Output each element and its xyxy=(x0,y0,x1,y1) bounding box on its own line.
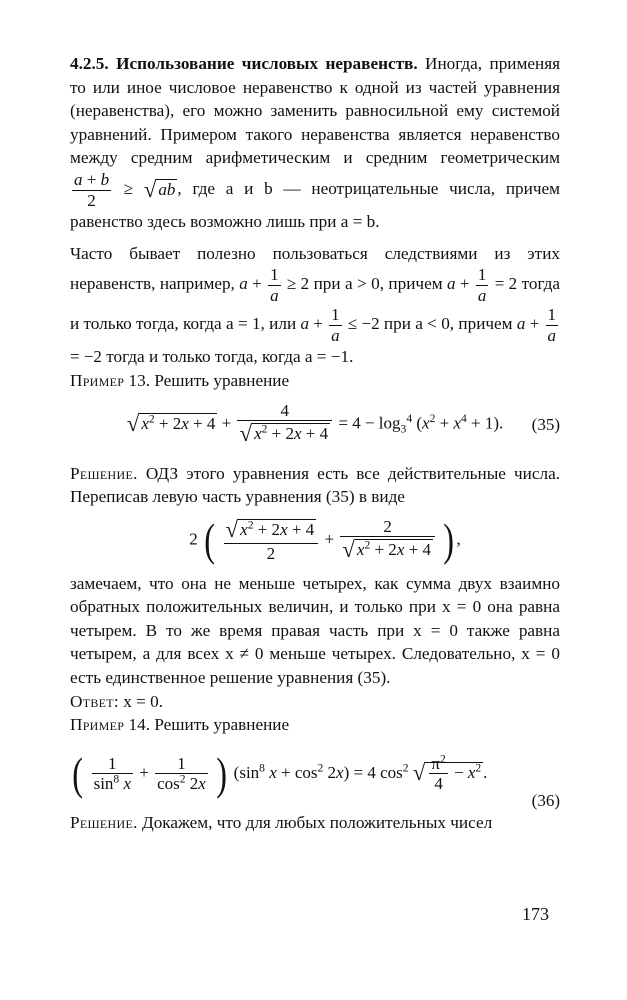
section-paragraph-2 xyxy=(70,242,560,369)
example14-solution xyxy=(70,811,560,835)
eq-number-35: (35) xyxy=(531,414,560,434)
para2-a: Часто бывает полезно пользоваться следствиями из этих неравенств, например, xyxy=(70,243,560,294)
example13-reasoning: замечаем, что она не меньше четырех, как сумма двух взаимно обратных положительных величин, и только при x = 0 она равна четырем. В то же время правая часть при x = 0 также равна четырем, а для всех x ≠ 0 меньше четырех. Следовательно, x = 0 есть единственное решение уравнения (35). xyxy=(70,573,560,688)
solution14-label: Решение. xyxy=(70,812,138,832)
eq-a-plus-inv-2: a + $\frac{1}{a}$ = 2 xyxy=(447,265,518,305)
rewritten-left-side: 2 ( $\frac{√ x^2 + 2x + 4}{2}$ + $\frac{2}{√ x^2 + 2x + 4}$ ) , xyxy=(189,514,461,566)
solution14-text: Докажем, что для любых положительных чисел xyxy=(137,812,493,832)
page-number: 173 xyxy=(522,904,549,924)
answer13-text: x = 0. xyxy=(118,691,164,711)
example14-title xyxy=(70,713,560,737)
para2-c: тогда и только тогда, когда a = 1, или xyxy=(70,274,561,334)
para2-b: при a > 0, причем xyxy=(313,274,443,294)
para1-lead: Иногда, применяя то или иное числовое неравенство к одной из частей уравнения (неравенства), его можно заменить равносильной ему системой уравнений. Примером такого неравенства является неравенство между средним арифметическим и средним геометрическим xyxy=(70,54,560,168)
example13-label: Пример xyxy=(70,371,125,391)
am-gm-inequality: $\frac{a + b}{2}$ ≥ √ ab xyxy=(74,169,176,210)
section-heading: 4.2.5. Использование числовых неравенств. xyxy=(70,54,418,73)
para1-tail: , где a и b — неотрицательные числа, причем равенство здесь возможно лишь при a = b. xyxy=(70,178,560,232)
example13-title xyxy=(70,369,560,393)
section-paragraph-1 xyxy=(70,52,560,234)
example14-label: Пример xyxy=(70,715,125,735)
para2-d: при a < 0, причем xyxy=(383,314,513,334)
solution13-text: ОДЗ этого уравнения есть все действительные числа. Переписав левую часть уравнения (35) в виде xyxy=(70,463,560,507)
solution13-label: Решение. xyxy=(70,463,138,483)
page-content xyxy=(70,52,560,834)
eq-a-plus-inv-neg2: a + $\frac{1}{a}$ = −2 xyxy=(70,305,557,367)
example13-title-rest: 13. Решить уравнение xyxy=(124,371,290,391)
example13-solution xyxy=(70,462,560,509)
equation-36: ( $\frac{1}{\sin^8 x}$ + $\frac{1}{\cos^2 2x}$ ) ($\sin^8$ $x + \cos^2 2x) = 4$ $\cos^2$ √ $\frac{\pi^2}{4}$ − $x^2$ . (36) xyxy=(72,747,560,810)
para2-e: тогда и только тогда, когда a = −1. xyxy=(106,347,354,367)
example13-answer xyxy=(70,690,560,714)
ineq-a-plus-inv-neg: a + $\frac{1}{a}$ ≤ −2 xyxy=(300,305,380,345)
equation-35: √ $x^2 + 2x + 4$ + $\frac{4}{√ x^2 + 2x + 4}$ = $4 - \log_3^4 (x^2 + x^4 + 1)$. (35) xyxy=(126,400,560,447)
eq-number-36: (36) xyxy=(531,790,560,810)
answer13-label: Ответ: xyxy=(70,691,119,711)
ineq-a-plus-inv: a + $\frac{1}{a}$ ≥ 2 xyxy=(239,265,310,305)
example14-title-rest: 14. Решить уравнение xyxy=(124,715,290,735)
